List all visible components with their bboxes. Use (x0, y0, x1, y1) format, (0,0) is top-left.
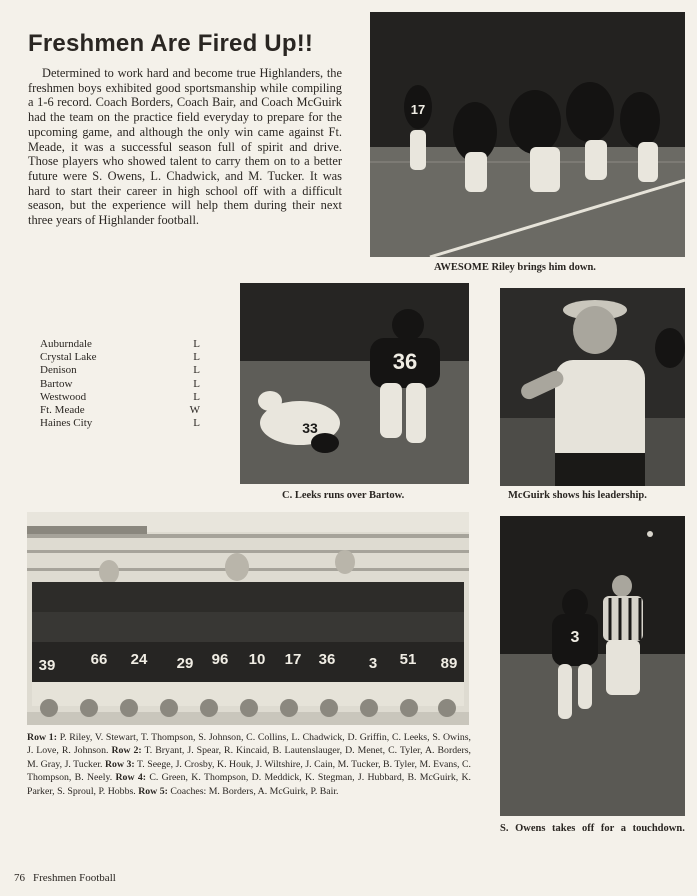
owens-jersey-number: 3 (570, 629, 580, 646)
record-opponent: Denison (40, 364, 77, 377)
record-opponent: Haines City (40, 417, 93, 430)
tackle-jersey-number: 17 (410, 102, 426, 117)
roster-row-names: T. Bryant, J. Spear, R. Kincaid, B. Lautenslauger, D. Menet, C. Tyler, A. Borders, M. Gray, J. Tucker. (27, 745, 471, 770)
record-row (40, 338, 200, 351)
team-jersey-number: 66 (90, 651, 108, 668)
team-jersey-number: 10 (248, 651, 266, 668)
record-result: L (193, 338, 200, 350)
roster-row-label: Row 5: (138, 785, 168, 797)
record-row (40, 417, 200, 430)
roster-row-label: Row 1: (27, 732, 57, 743)
bartow-jersey-number: 33 (302, 420, 318, 436)
record-row (40, 404, 200, 417)
mcguirk-caption: McGuirk shows his leadership. (508, 490, 647, 501)
tackle-photo (370, 12, 685, 257)
roster-row-names: T. Seege, J. Crosby, K. Houk, J. Wiltshire, J. Cain, M. Tucker, B. Tyler, M. Evans, C. Thompson, B. Neely. (27, 758, 471, 784)
record-result: L (193, 351, 200, 364)
season-record (40, 338, 200, 430)
team-jersey-number: 3 (368, 655, 378, 672)
page-headline: Freshmen Are Fired Up!! (28, 30, 314, 57)
record-result: W (189, 404, 200, 417)
record-row (40, 364, 200, 377)
record-result: L (193, 417, 200, 430)
record-opponent: Ft. Meade (40, 404, 85, 417)
roster-row-names: C. Green, K. Thompson, D. Meddick, K. Stegman, J. Hubbard, B. McGuirk, K. Parker, S. Sproul, P. Hobbs. (27, 772, 471, 797)
leeks-jersey-number: 36 (392, 349, 418, 374)
intro-paragraph: Determined to work hard and become true Highlanders, the freshmen boys exhibited good sportsmanship while compiling a 1-6 record. Coach Borders, Coach Bair, and Coach McGuirk had the team on the practice field everyday to prepare for the upcoming game, and although the only win came against Ft. Meade, it was a successful season full of spirit and drive. Those players who showed talent to carry them on to a better future were S. Owens, L. Chadwick, and M. Tucker. It was hard to start their career in high school off with a difficult season, but the experience will help them during their next three years of Highlander football. (28, 66, 342, 228)
record-result: L (193, 377, 200, 390)
tackle-caption: AWESOME Riley brings him down. (434, 262, 596, 273)
page-footer (14, 872, 124, 884)
team-jersey-number: 96 (211, 651, 229, 668)
team-jersey-number: 39 (38, 657, 56, 674)
record-row (40, 378, 200, 391)
record-result: L (193, 364, 200, 377)
record-result: L (193, 390, 200, 403)
roster-row-label: Row 2: (111, 745, 142, 757)
leeks-photo (240, 283, 469, 484)
roster-row-label: Row 3: (104, 758, 135, 770)
record-opponent: Bartow (40, 377, 73, 390)
team-jersey-number: 51 (399, 651, 417, 668)
leeks-caption: C. Leeks runs over Bartow. (282, 490, 405, 501)
record-row (40, 391, 200, 404)
owens-photo (500, 516, 685, 816)
roster-row-names: Coaches: M. Borders, A. McGuirk, P. Bair. (170, 785, 339, 797)
team-photo (27, 512, 469, 725)
team-jersey-number: 17 (284, 651, 302, 668)
section-title: Freshmen Football (33, 872, 116, 884)
page-number: 76 (14, 872, 25, 884)
record-opponent: Auburndale (40, 338, 92, 350)
roster-row-label: Row 4: (115, 772, 147, 784)
roster-row-names: P. Riley, V. Stewart, T. Thompson, S. Johnson, C. Collins, L. Chadwick, D. Griffin, C. Leeks, S. Owins, J. Love, R. Johnson. (27, 732, 471, 757)
team-jersey-number: 89 (440, 655, 458, 672)
record-opponent: Crystal Lake (40, 351, 97, 364)
record-opponent: Westwood (40, 390, 87, 403)
team-jersey-number: 29 (176, 655, 194, 672)
record-row (40, 351, 200, 364)
team-jersey-number: 24 (130, 651, 148, 668)
owens-caption: S. Owens takes off for a touchdown. (500, 823, 685, 834)
team-roster (27, 731, 471, 798)
team-jersey-number: 36 (318, 651, 336, 668)
mcguirk-photo (500, 288, 685, 486)
